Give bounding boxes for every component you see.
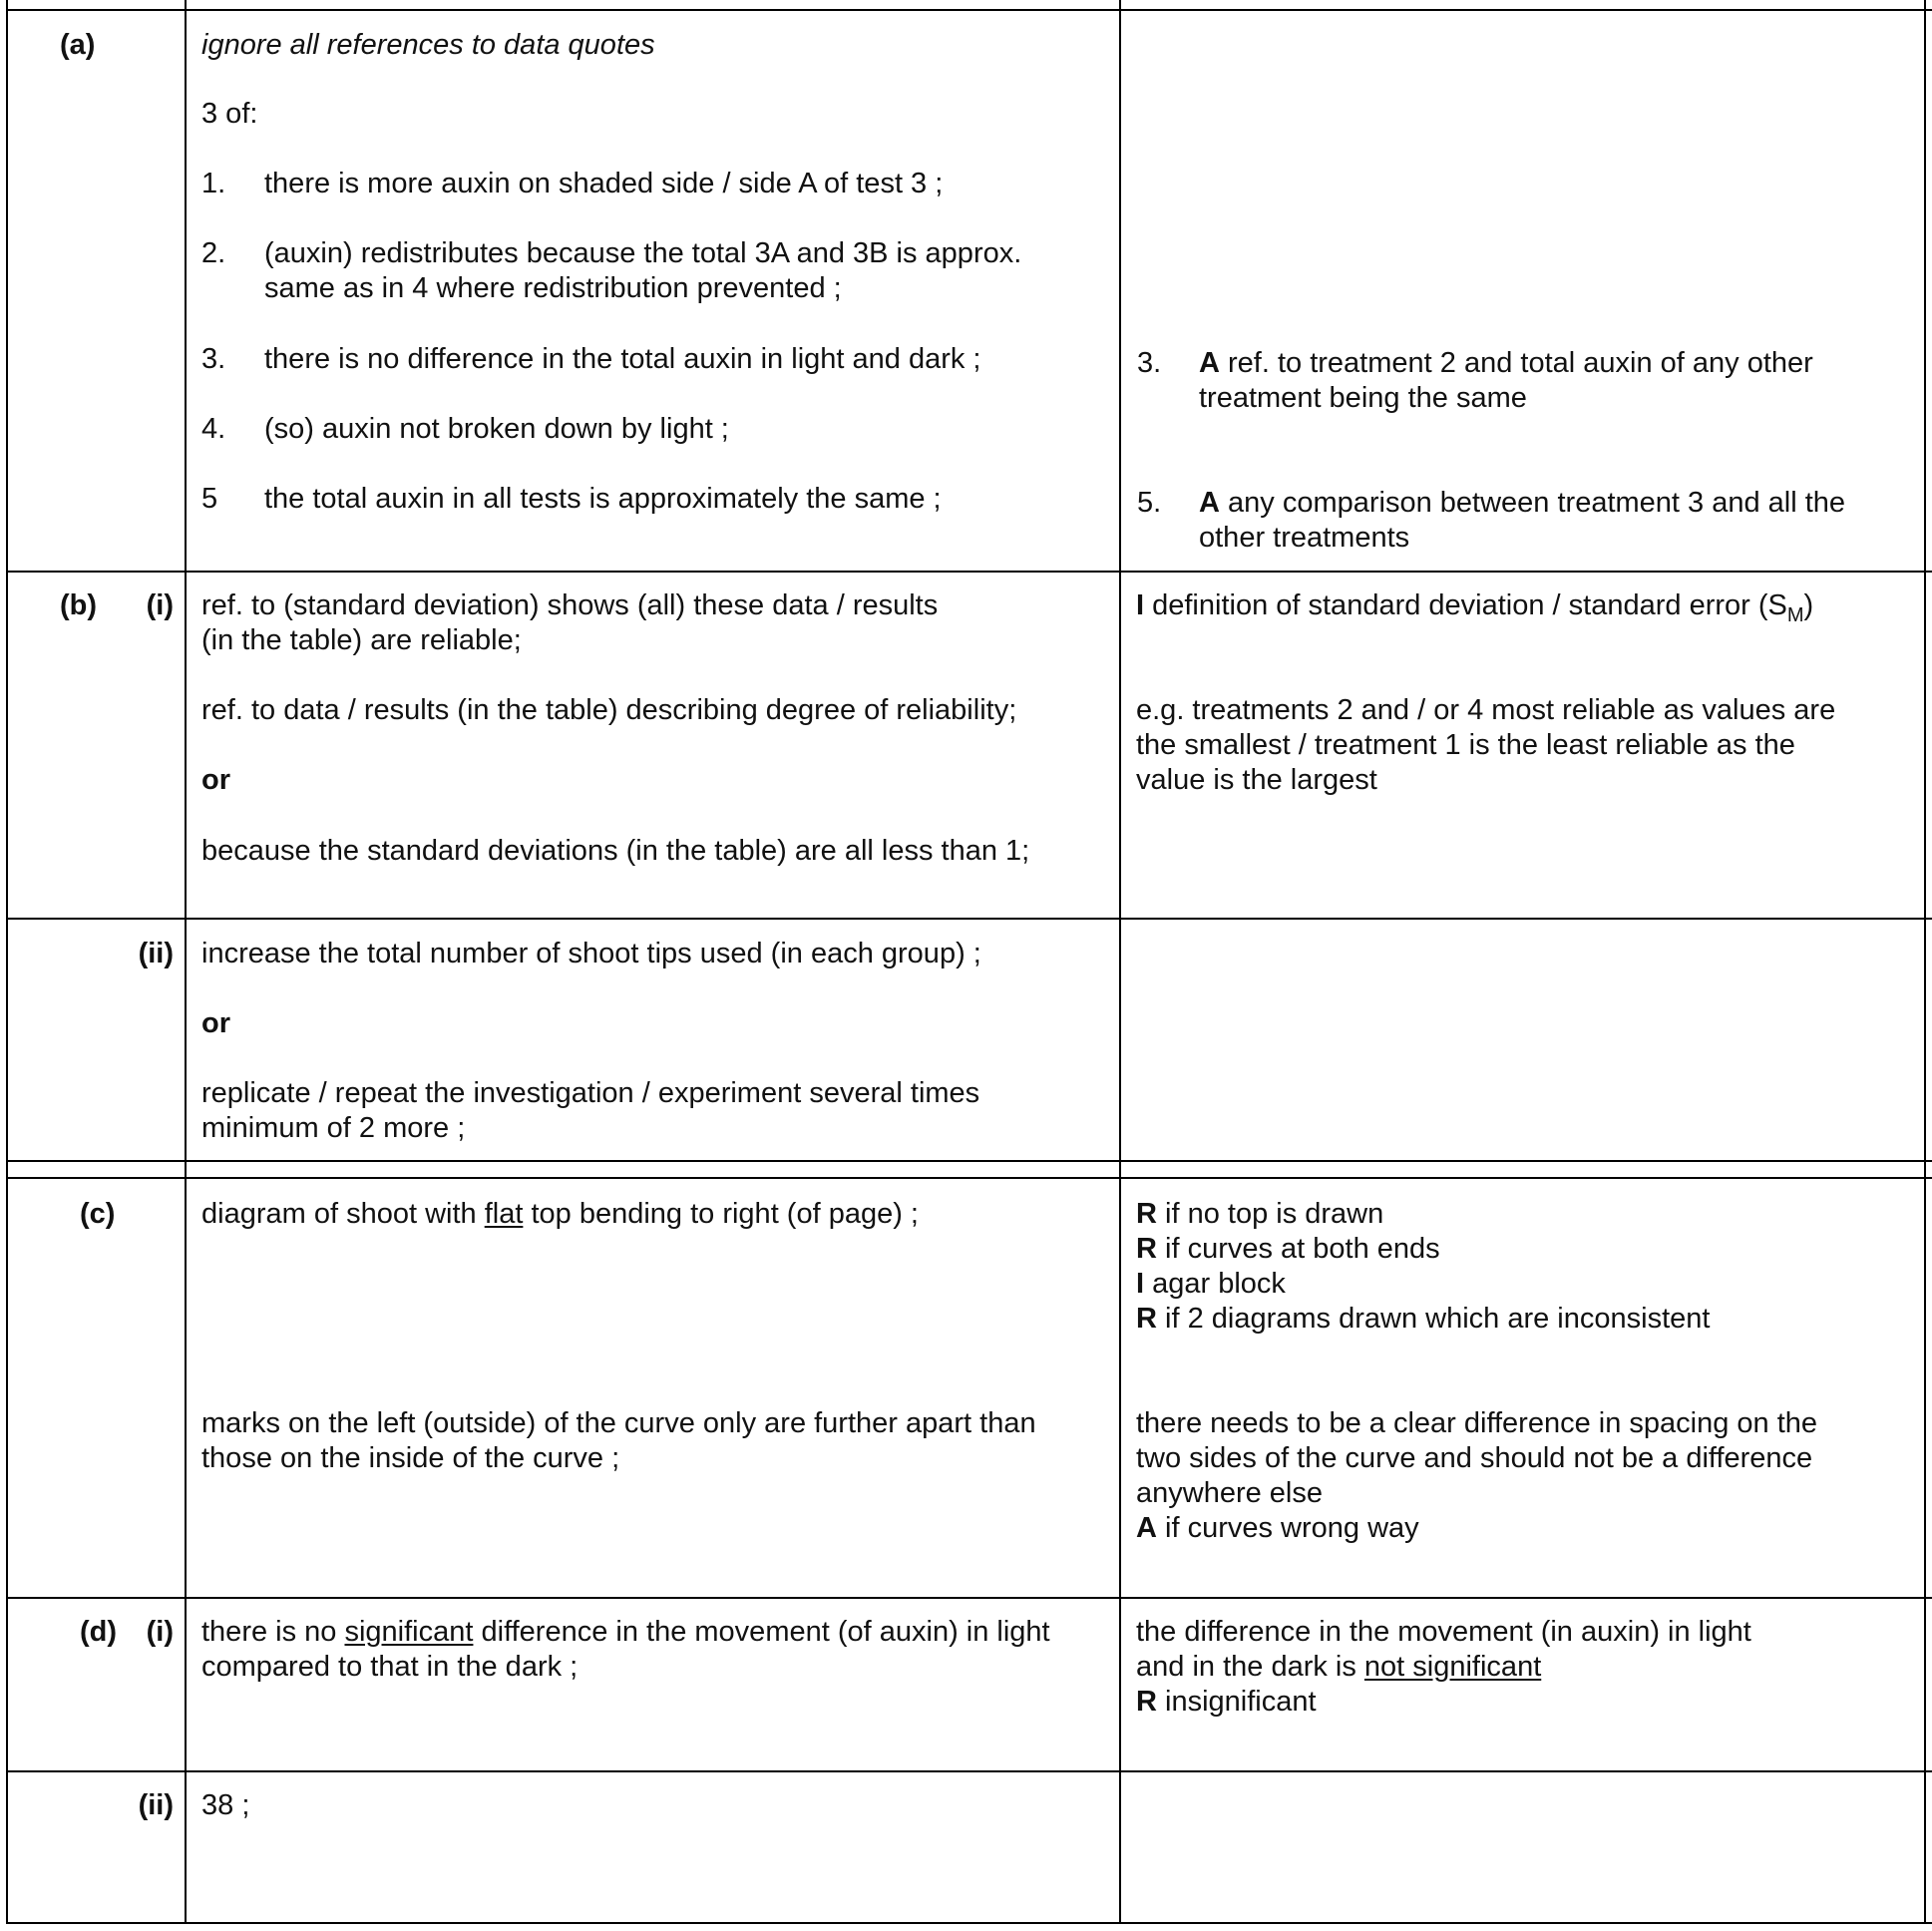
guidance-text (1199, 486, 1845, 521)
guidance-text: e.g. treatments 2 and / or 4 most reliable as values are (1136, 694, 1836, 726)
guidance-text (1136, 1267, 1286, 1302)
guidance-text: treatment being the same (1199, 382, 1527, 414)
point-number: 3. (201, 343, 226, 375)
guidance-text (1136, 1302, 1710, 1337)
mark-key: A (1199, 487, 1220, 519)
answer-line: increase the total number of shoot tips used (in each group) ; (201, 938, 981, 969)
row-divider-bi-bii (6, 918, 1932, 920)
underlined-term: significant (344, 1616, 474, 1648)
guidance-text (1136, 1197, 1383, 1232)
guidance-line: if no top is drawn (1156, 1198, 1384, 1230)
subscript: M (1786, 603, 1804, 626)
guidance-text (1136, 1511, 1419, 1546)
guidance-line: if curves at both ends (1156, 1233, 1440, 1265)
mark-key: R (1136, 1303, 1157, 1335)
answer-segment: diagram of shoot with (201, 1198, 485, 1230)
mark-key: I (1136, 1268, 1145, 1300)
answer-segment: there is no (201, 1616, 345, 1648)
sub-label-b-i: (i) (146, 589, 174, 621)
question-label-d: (d) (80, 1616, 118, 1648)
point-number: 4. (201, 413, 226, 445)
table-top-border (6, 9, 1932, 11)
guidance-number: 5. (1137, 487, 1162, 519)
sub-label-b-ii: (ii) (138, 938, 174, 969)
mark-key: A (1199, 347, 1220, 379)
answer-intro: 3 of: (201, 98, 258, 130)
answer-value: 38 ; (201, 1789, 250, 1821)
question-label-a: (a) (60, 29, 96, 61)
or-separator: or (201, 764, 230, 796)
guidance-line: ref. to treatment 2 and total auxin of any other (1219, 347, 1813, 379)
guidance-text: the smallest / treatment 1 is the least reliable as the (1136, 729, 1795, 761)
mark-key: R (1136, 1233, 1157, 1265)
answer-line: compared to that in the dark ; (201, 1651, 579, 1683)
guidance-text: other treatments (1199, 522, 1410, 554)
point-text: same as in 4 where redistribution prevented ; (264, 272, 842, 304)
point-text: (auxin) redistributes because the total 3A and 3B is approx. (264, 237, 1022, 269)
question-label-b: (b) (60, 589, 98, 621)
answer-line: replicate / repeat the investigation / experiment several times (201, 1077, 980, 1109)
guidance-line: insignificant (1156, 1686, 1317, 1718)
column-right-border (1924, 0, 1926, 1924)
answer-segment: top bending to right (of page) ; (523, 1198, 919, 1230)
guidance-line: and in the dark is (1136, 1651, 1364, 1683)
column-divider-label-answer (185, 0, 187, 1924)
answer-line: ref. to data / results (in the table) describing degree of reliability; (201, 694, 1017, 726)
underlined-term: not significant (1363, 1651, 1542, 1683)
guidance-line: definition of standard deviation / standard error (S (1144, 589, 1787, 621)
guidance-text: anywhere else (1136, 1477, 1323, 1509)
answer-line: minimum of 2 more ; (201, 1112, 466, 1144)
answer-note: ignore all references to data quotes (201, 29, 655, 61)
answer-line: ref. to (standard deviation) shows (all) these data / results (201, 589, 939, 621)
point-text: there is more auxin on shaded side / side A of test 3 ; (264, 168, 944, 199)
guidance-text (1136, 1232, 1440, 1267)
row-divider-c-di (6, 1597, 1932, 1599)
or-separator: or (201, 1007, 230, 1039)
table-section-bottom-border (6, 1160, 1932, 1162)
answer-line: marks on the left (outside) of the curve only are further apart than (201, 1407, 1036, 1439)
guidance-line: if curves wrong way (1156, 1512, 1419, 1544)
point-number: 5 (201, 483, 218, 515)
answer-line (201, 1197, 919, 1232)
question-label-c: (c) (80, 1198, 116, 1230)
answer-line: (in the table) are reliable; (201, 624, 522, 656)
underlined-term: flat (484, 1198, 524, 1230)
point-text: (so) auxin not broken down by light ; (264, 413, 729, 445)
answer-line: those on the inside of the curve ; (201, 1442, 620, 1474)
guidance-line: agar block (1144, 1268, 1286, 1300)
answer-line: because the standard deviations (in the table) are all less than 1; (201, 835, 1030, 867)
guidance-line: any comparison between treatment 3 and all the (1219, 487, 1846, 519)
table-section-top-border (6, 1177, 1932, 1179)
point-text: there is no difference in the total auxin in light and dark ; (264, 343, 981, 375)
guidance-text (1136, 588, 1814, 626)
column-left-border (6, 0, 8, 1924)
guidance-number: 3. (1137, 347, 1162, 379)
sub-label-d-i: (i) (146, 1616, 174, 1648)
guidance-text: the difference in the movement (in auxin) in light (1136, 1616, 1751, 1648)
point-text: the total auxin in all tests is approximately the same ; (264, 483, 942, 515)
row-divider-di-dii (6, 1770, 1932, 1772)
guidance-text: two sides of the curve and should not be a difference (1136, 1442, 1813, 1474)
answer-line (201, 1615, 1050, 1650)
point-number: 1. (201, 168, 226, 199)
mark-key: R (1136, 1198, 1157, 1230)
guidance-line: ) (1803, 589, 1814, 621)
guidance-text (1136, 1685, 1317, 1720)
mark-key: I (1136, 589, 1145, 621)
mark-key: A (1136, 1512, 1157, 1544)
guidance-text (1136, 1650, 1541, 1685)
sub-label-d-ii: (ii) (138, 1789, 174, 1821)
guidance-text (1199, 346, 1813, 381)
row-divider-a-b (6, 571, 1932, 573)
answer-segment: difference in the movement (of auxin) in light (473, 1616, 1050, 1648)
guidance-line: if 2 diagrams drawn which are inconsistent (1156, 1303, 1711, 1335)
guidance-text: value is the largest (1136, 764, 1377, 796)
column-divider-answer-guidance (1119, 0, 1121, 1924)
guidance-text: there needs to be a clear difference in spacing on the (1136, 1407, 1818, 1439)
point-number: 2. (201, 237, 226, 269)
table-bottom-border (6, 1922, 1932, 1924)
mark-key: R (1136, 1686, 1157, 1718)
